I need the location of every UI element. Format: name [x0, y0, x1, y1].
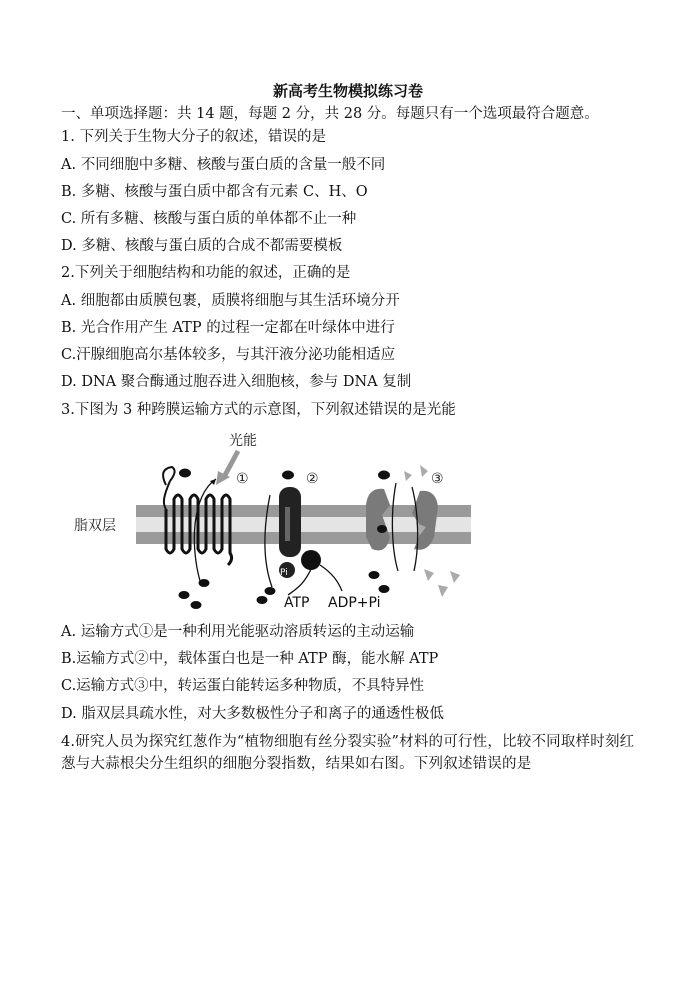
- section-header: 一、单项选择题：共 14 题，每题 2 分，共 28 分。每题只有一个选项最符合题意。: [61, 106, 599, 122]
- mode-1-label: ①: [236, 471, 249, 487]
- solute-dot: [179, 591, 190, 599]
- solute-dot: [379, 585, 390, 593]
- solute-dot: [378, 471, 390, 480]
- question-3-option-a: A. 运输方式①是一种利用光能驱动溶质转运的主动运输: [61, 624, 415, 640]
- question-1-option-d: D. 多糖、核酸与蛋白质的合成不都需要模板: [61, 238, 343, 254]
- triangle-solute: [404, 471, 412, 481]
- transport-arrow-1-head: [210, 479, 216, 485]
- question-2-option-c: C.汗腺细胞高尔基体较多，与其汗液分泌功能相适应: [61, 347, 396, 363]
- mode-3-label: ③: [431, 471, 444, 487]
- question-3-option-c: C.运输方式③中，转运蛋白能转运多种物质，不具特异性: [61, 678, 425, 694]
- solute-dot: [282, 471, 294, 480]
- mode-2-label: ②: [306, 471, 319, 487]
- question-2-option-b: B. 光合作用产生 ATP 的过程一定都在叶绿体中进行: [61, 320, 395, 336]
- adp-arrow: [320, 565, 342, 591]
- solute-dot: [257, 596, 268, 604]
- question-1-option-a: A. 不同细胞中多糖、核酸与蛋白质的含量一般不同: [61, 157, 386, 173]
- pi-label: Pi: [280, 568, 288, 578]
- triangle-solute: [424, 569, 434, 581]
- question-2-stem: 2.下列关于细胞结构和功能的叙述，正确的是: [61, 265, 351, 281]
- membrane-label: 脂双层: [74, 518, 116, 534]
- triangle-solute: [450, 571, 460, 583]
- question-2-option-a: A. 细胞都由质膜包裹，质膜将细胞与其生活环境分开: [61, 293, 400, 309]
- adp-pi-label: ADP+Pi: [328, 595, 381, 611]
- solute-dot: [265, 587, 276, 595]
- solute-dot: [377, 525, 387, 533]
- triangle-solute: [420, 465, 428, 477]
- question-3-option-b: B.运输方式②中，载体蛋白也是一种 ATP 酶，能水解 ATP: [61, 651, 439, 667]
- question-1-option-b: B. 多糖、核酸与蛋白质中都含有元素 C、H、O: [61, 184, 368, 200]
- page-title: 新高考生物模拟练习卷: [272, 82, 423, 100]
- atp-molecule: [301, 550, 321, 570]
- solute-dot: [191, 601, 202, 609]
- atp-pump-channel: [285, 507, 290, 541]
- triangle-solute: [438, 585, 448, 597]
- solute-dot: [179, 469, 191, 478]
- question-1-stem: 1. 下列关于生物大分子的叙述，错误的是: [61, 129, 326, 145]
- transport-diagram: [66, 425, 476, 615]
- question-2-option-d: D. DNA 聚合酶通过胞吞进入细胞核，参与 DNA 复制: [61, 374, 412, 390]
- atp-label: ATP: [284, 595, 310, 611]
- question-1-option-c: C. 所有多糖、核酸与蛋白质的单体都不止一种: [61, 211, 357, 227]
- light-energy-label: 光能: [229, 433, 257, 449]
- question-3-stem: 3.下图为 3 种跨膜运输方式的示意图，下列叙述错误的是光能: [61, 402, 456, 418]
- solute-dot: [199, 579, 210, 587]
- question-3-option-d: D. 脂双层具疏水性，对大多数极性分子和离子的通透性极低: [61, 706, 444, 722]
- solute-dot: [369, 571, 380, 579]
- question-4-stem: 4.研究人员为探究红葱作为“植物细胞有丝分裂实验”材料的可行性，比较不同取样时刻红葱与大蒜根尖分生组织的细胞分裂指数，结果如右图。下列叙述错误的是: [61, 734, 635, 772]
